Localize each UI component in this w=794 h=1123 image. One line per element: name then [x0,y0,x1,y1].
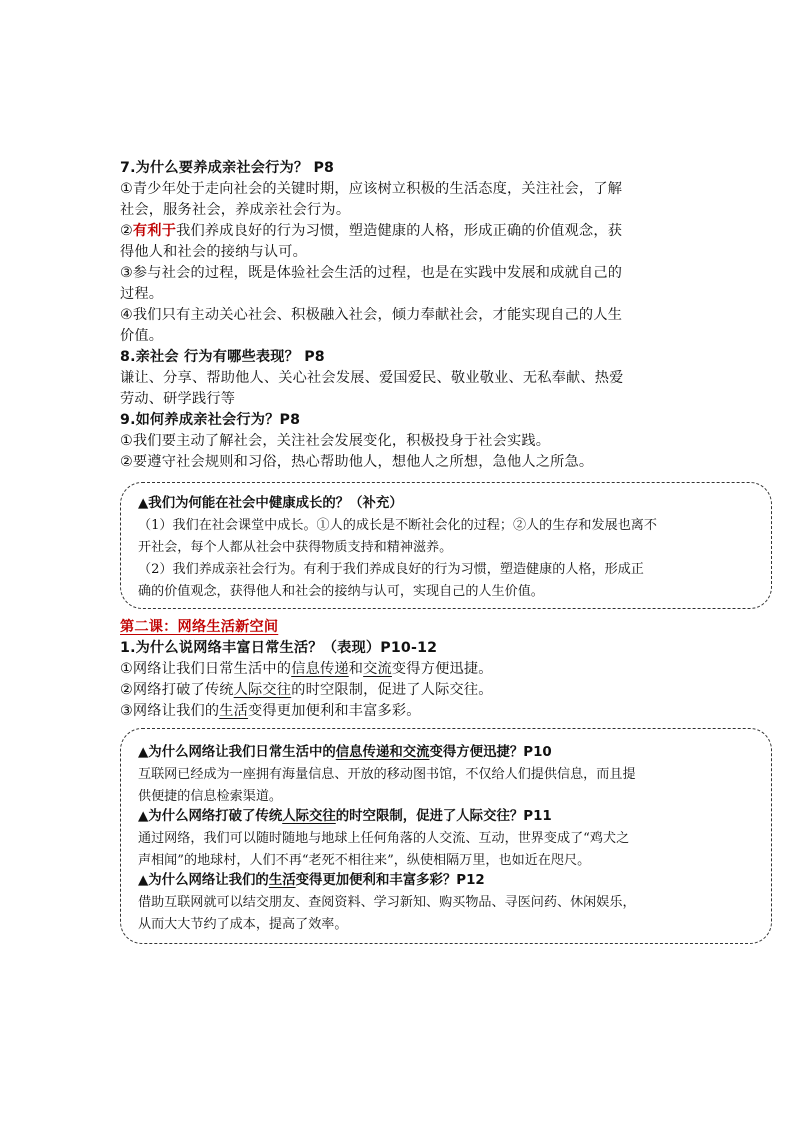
box2-q3-line2: 从而大大节约了成本，提高了效率。 [138,917,348,932]
box2-q1-title [138,742,763,763]
box2-q1-title-b: 变得方便迅捷？P10 [429,745,552,760]
box2-q1-title-a: ▲为什么网络让我们日常生活中的 [138,745,336,760]
lesson2-point1-underline1: 信息传递 [291,661,349,677]
q7-point4-line2: 价值。 [120,328,164,344]
box2-q2-line1: 通过网络，我们可以随时随地与地球上任何角落的人交流、互动，世界变成了“鸡犬之 [138,831,630,846]
supplement-line1: （1）我们在社会课堂中成长。①人的成长是不断社会化的过程；②人的生存和发展也离不 [138,518,657,533]
q8-title: 8.亲社会 行为有哪些表现？ P8 [120,349,325,365]
box2-q3-title [138,870,763,891]
lesson2-point1-c: 变得方便迅捷。 [391,661,493,677]
q8-line2: 劳动、研学践行等 [120,391,236,407]
lesson2-point3-underline: 生活 [219,703,249,719]
lesson2-point2-a: ②网络打破了传统 [120,682,234,698]
q7-point3-line1: ③参与社会的过程，既是体验社会生活的过程，也是在实践中发展和成就自己的 [120,265,623,281]
lesson2-point3-a: ③网络让我们的 [120,703,220,719]
q9-title: 9.如何养成亲社会行为？P8 [120,412,301,428]
lesson2-point1 [120,659,680,680]
q8-line1: 谦让、分享、帮助他人、关心社会发展、爱国爱民、敬业敬业、无私奉献、热爱 [120,370,624,386]
supplement-title: ▲我们为何能在社会中健康成长的？（补充） [138,496,403,511]
q7-point4-line1: ④我们只有主动关心社会、积极融入社会，倾力奉献社会，才能实现自己的人生 [120,307,623,323]
lesson2-title [120,617,680,638]
supplement-line3: （2）我们养成亲社会行为。有利于我们养成良好的行为习惯，塑造健康的人格，形成正 [138,562,644,577]
q9-point2: ②要遵守社会规则和习俗，热心帮助他人，想他人之所想，急他人之所急。 [120,454,594,470]
lesson2-title-text: 第二课：网络生活新空间 [120,619,279,635]
box2-q3-line1: 借助互联网就可以结交朋友、查阅资料、学习新知、购买物品、寻医问药、休闲娱乐， [138,895,636,910]
lesson2-point2-b: 的时空限制，促进了人际交往。 [291,682,493,698]
q7-point2-line2: 得他人和社会的接纳与认可。 [120,244,308,260]
box2-q2-title-b: 的时空限制，促进了人际交往？P11 [335,809,552,824]
q7-point2-rest: 我们养成良好的行为习惯，塑造健康的人格，形成正确的价值观念，获 [176,223,623,239]
q9-point1: ①我们要主动了解社会，关注社会发展变化，积极投身于社会实践。 [120,433,551,449]
q7-title: 7.为什么要养成亲社会行为？ P8 [120,160,335,176]
box2-q2-title [138,806,763,827]
supplement-line4: 确的价值观念，获得他人和社会的接纳与认可，实现自己的人生价值。 [138,584,544,599]
q7-point1-line1: ①青少年处于走向社会的关键时期，应该树立积极的生活态度，关注社会，了解 [120,181,623,197]
box2-q3-title-underline: 生活 [268,873,296,888]
q7-point2-marker: ② [120,223,133,239]
box2-q2-title-a: ▲为什么网络打破了传统 [138,809,283,824]
q7-point1-line2: 社会，服务社会，养成亲社会行为。 [120,202,351,218]
lesson2-point1-a: ①网络让我们日常生活中的 [120,661,292,677]
box2-q3-title-b: 变得更加便利和丰富多彩？P12 [295,873,485,888]
q7-point2-highlight: 有利于 [132,223,177,239]
q7-point2-line1 [120,221,680,242]
box2-q2-line2: 声相闻”的地球村，人们不再“老死不相往来”，纵使相隔万里，也如近在咫尺。 [138,853,591,868]
lesson2-point3 [120,701,680,722]
q7-point3-line2: 过程。 [120,286,164,302]
box2-q3-title-a: ▲为什么网络让我们的 [138,873,269,888]
box2-q1-line1: 互联网已经成为一座拥有海量信息、开放的移动图书馆，不仅给人们提供信息，而且提 [138,767,636,782]
lesson2-point2 [120,680,680,701]
box2-q1-title-underline: 信息传递和交流 [335,745,430,760]
lesson2-point1-b: 和 [348,661,364,677]
box2-q2-title-underline: 人际交往 [282,809,336,824]
lesson2-point1-underline2: 交流 [363,661,392,677]
supplement-line2: 开社会，每个人都从社会中获得物质支持和精神滋养。 [138,540,453,555]
lesson2-point3-b: 变得更加便利和丰富多彩。 [248,703,421,719]
box2-q1-line2: 供便捷的信息检索渠道。 [138,789,283,804]
lesson2-point2-underline: 人际交往 [233,682,292,698]
lesson2-q1-title: 1.为什么说网络丰富日常生活？（表现）P10-12 [120,640,438,656]
